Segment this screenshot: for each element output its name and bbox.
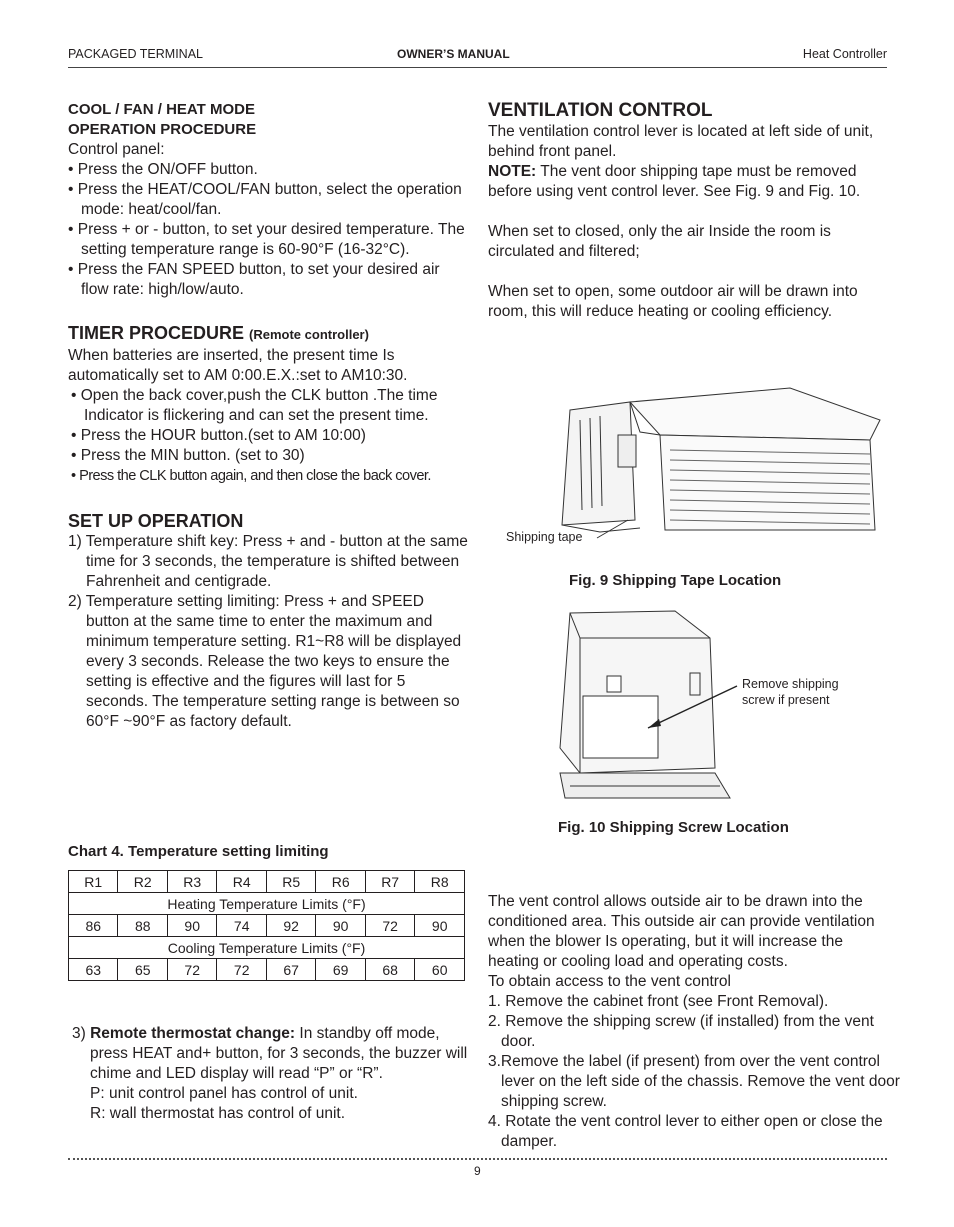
remote-paragraph — [72, 1024, 468, 1084]
control-panel-intro: Control panel: — [68, 141, 165, 158]
timer-section — [68, 322, 468, 486]
fig10-label-line-2: screw if present — [742, 693, 830, 707]
table-cell: 88 — [118, 915, 167, 937]
remote-thermostat-section — [72, 1024, 468, 1124]
access-step-1: 1. Remove the cabinet front (see Front Removal). — [488, 993, 829, 1010]
note-text: The vent door shipping tape must be removed before using vent control lever. See Fig. 9 and Fig. 10. — [488, 163, 861, 200]
table-header-cell: R7 — [365, 871, 414, 893]
timer-bullet-4: • Press the CLK button again, and then close the back cover. — [71, 468, 431, 484]
table-header-cell: R6 — [316, 871, 365, 893]
table-row — [69, 937, 465, 959]
note-label: NOTE: — [488, 163, 537, 180]
fig10-label-line-1: Remove shipping — [742, 677, 839, 691]
table-row — [69, 959, 465, 981]
fig10-label — [742, 676, 839, 708]
table-cell: 72 — [167, 959, 216, 981]
cool-bullet-1: • Press the ON/OFF button. — [68, 161, 258, 178]
timer-bullet-1: • Open the back cover,push the CLK button .The time Indicator is flickering and can set the present time. — [71, 387, 438, 424]
cool-fan-heat-section — [68, 100, 468, 300]
fig9-unit-illustration — [540, 380, 890, 540]
cool-bullet-4: • Press the FAN SPEED button, to set your desired air flow rate: high/low/auto. — [68, 261, 440, 298]
chart-caption — [68, 843, 329, 861]
remote-prefix: 3) — [72, 1025, 86, 1042]
table-cell: 69 — [316, 959, 365, 981]
table-cell: 72 — [217, 959, 266, 981]
header-left: PACKAGED TERMINAL — [68, 47, 203, 61]
table-header-row — [69, 871, 465, 893]
table-cell: 63 — [69, 959, 118, 981]
table-cell: 72 — [365, 915, 414, 937]
cool-section-title-1: COOL / FAN / HEAT MODE — [68, 101, 255, 118]
access-step-3: 3.Remove the label (if present) from over the vent control lever on the left side of the chassis. Remove the vent door shipping screw. — [488, 1053, 900, 1110]
table-header-cell: R3 — [167, 871, 216, 893]
fig9-caption: Fig. 9 Shipping Tape Location — [569, 572, 782, 589]
ventilation-section — [488, 100, 888, 322]
access-p1: The vent control allows outside air to be drawn into the conditioned area. This outside air can provide ventilation when the blower Is operating, but it will increase the heating or cooling load and operating costs. — [488, 893, 875, 970]
table-header-cell: R5 — [266, 871, 315, 893]
footer-dotted-rule — [68, 1158, 887, 1160]
temperature-limit-table — [68, 870, 465, 981]
timer-title — [68, 322, 468, 346]
vent-access-section — [488, 892, 900, 1152]
table-cell: 74 — [217, 915, 266, 937]
table-row — [69, 915, 465, 937]
remote-r-line: R: wall thermostat has control of unit. — [90, 1105, 346, 1122]
remote-title: Remote thermostat change: — [90, 1025, 296, 1042]
setup-section — [68, 510, 468, 732]
setup-item-1: 1) Temperature shift key: Press + and - button at the same time for 3 seconds, the temperature is shifted between Fahrenheit and centigrade. — [68, 533, 468, 590]
cooling-label-cell: Cooling Temperature Limits (°F) — [69, 937, 465, 959]
table-header-cell: R8 — [415, 871, 465, 893]
table-cell: 90 — [167, 915, 216, 937]
timer-bullet-3: • Press the MIN button. (set to 30) — [71, 447, 305, 464]
cool-bullet-2: • Press the HEAT/COOL/FAN button, select the operation mode: heat/cool/fan. — [68, 181, 462, 218]
table-cell: 67 — [266, 959, 315, 981]
fig10-chassis-illustration — [555, 608, 755, 803]
table-row — [69, 893, 465, 915]
access-step-4: 4. Rotate the vent control lever to either open or close the damper. — [488, 1113, 883, 1150]
table-cell: 60 — [415, 959, 465, 981]
access-step-2: 2. Remove the shipping screw (if installed) from the vent door. — [488, 1013, 874, 1050]
table-cell: 90 — [415, 915, 465, 937]
table-header-cell: R1 — [69, 871, 118, 893]
table-cell: 68 — [365, 959, 414, 981]
chart-caption-text: Chart 4. Temperature setting limiting — [68, 843, 329, 860]
table-cell: 92 — [266, 915, 315, 937]
header-title: OWNER’S MANUAL — [397, 47, 510, 61]
vent-p1: The ventilation control lever is located at left side of unit, behind front panel. — [488, 123, 874, 160]
table-cell: 86 — [69, 915, 118, 937]
table-header-cell: R2 — [118, 871, 167, 893]
cool-section-title-2: OPERATION PROCEDURE — [68, 121, 257, 138]
fig10-caption: Fig. 10 Shipping Screw Location — [558, 819, 789, 836]
fig9-label-shipping-tape: Shipping tape — [506, 530, 583, 544]
table-header-cell: R4 — [217, 871, 266, 893]
vent-p2: When set to closed, only the air Inside the room is circulated and filtered; — [488, 223, 831, 260]
timer-title-suffix: (Remote controller) — [249, 327, 369, 342]
setup-title: SET UP OPERATION — [68, 511, 244, 531]
vent-note — [488, 162, 883, 202]
setup-item-2: 2) Temperature setting limiting: Press + and SPEED button at the same time to enter the maximum and minimum temperature setting. R1~R8 will be displayed every 3 seconds. Release the two keys to ensure the setting is effective and the figures will last for 5 seconds. The temperature setting range is between so 60°F ~90°F as factory default. — [68, 593, 462, 730]
vent-p3: When set to open, some outdoor air will be drawn into room, this will reduce heating or cooling efficiency. — [488, 283, 858, 320]
cool-bullet-3: • Press + or - button, to set your desired temperature. The setting temperature range is 60-90°F (16-32°C). — [68, 221, 465, 258]
page-number: 9 — [474, 1164, 481, 1178]
header-right: Heat Controller — [802, 47, 887, 61]
timer-title-text: TIMER PROCEDURE — [68, 323, 245, 343]
timer-intro: When batteries are inserted, the present time Is automatically set to AM 0:00.E.X.:set to AM10:30. — [68, 347, 408, 384]
table-cell: 90 — [316, 915, 365, 937]
remote-text: In standby off mode, press HEAT and+ button, for 3 seconds, the buzzer will chime and LED display will read “P” or “R”. — [90, 1025, 468, 1082]
timer-bullet-2: • Press the HOUR button.(set to AM 10:00) — [71, 427, 366, 444]
header-rule — [68, 67, 887, 68]
ventilation-title: VENTILATION CONTROL — [488, 100, 713, 121]
access-p2: To obtain access to the vent control — [488, 973, 731, 990]
heating-label-cell: Heating Temperature Limits (°F) — [69, 893, 465, 915]
table-cell: 65 — [118, 959, 167, 981]
remote-p-line: P: unit control panel has control of unit. — [90, 1085, 358, 1102]
